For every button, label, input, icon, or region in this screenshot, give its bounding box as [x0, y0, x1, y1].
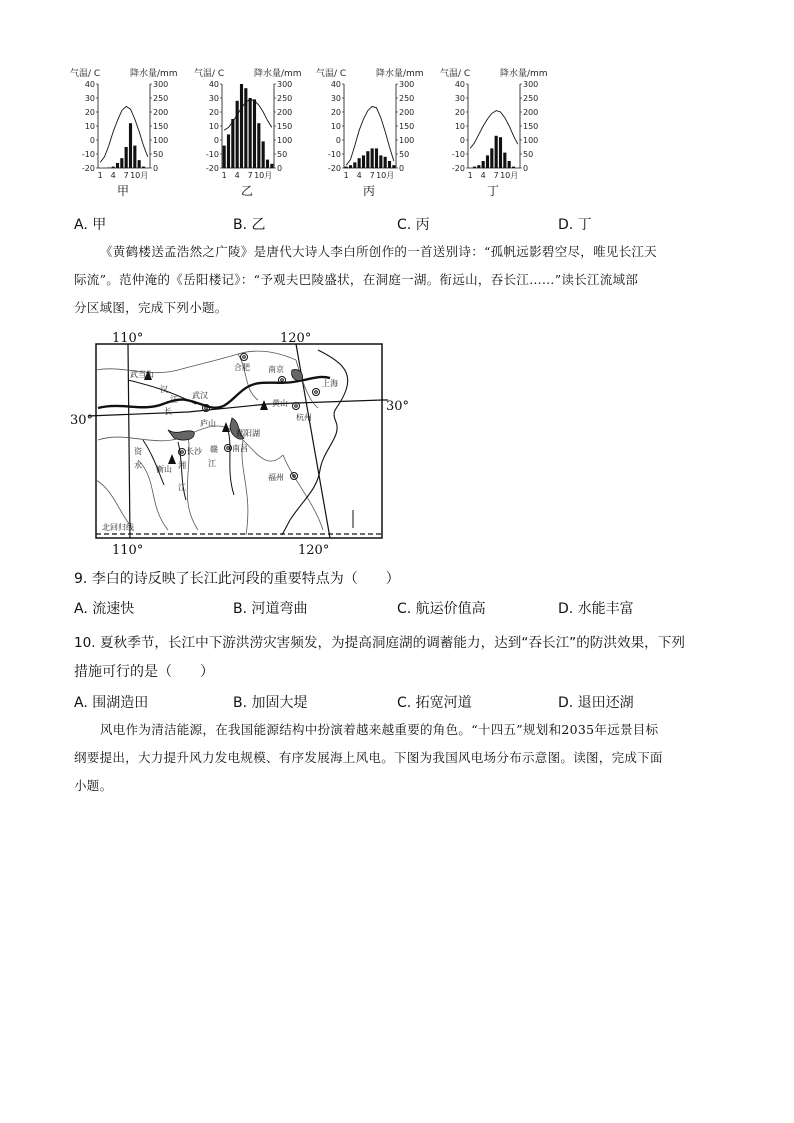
temp-tick-label: 10: [330, 122, 341, 131]
precip-bar: [495, 136, 498, 168]
precip-bar: [379, 155, 382, 168]
precip-bar: [508, 161, 511, 168]
temp-tick-label: 30: [454, 94, 465, 103]
month-tick-label: 4: [480, 171, 486, 180]
label-river-xiang: 湘: [178, 461, 186, 470]
precip-tick-label: 50: [523, 150, 534, 159]
q9-option-d[interactable]: D. 水能丰富: [558, 601, 634, 617]
month-tick-label: 7: [493, 171, 499, 180]
climate-chart-ding: [438, 62, 558, 182]
month-tick-label: 10月: [500, 171, 519, 180]
gan-river: [228, 430, 234, 495]
temp-tick-label: -10: [451, 150, 465, 159]
intro-paragraph-1: [74, 238, 724, 322]
precip-axis-label: 降水量/mm: [376, 69, 424, 79]
precip-bar: [512, 167, 515, 168]
precip-bar: [236, 101, 239, 168]
label-river-jiang-1: 江: [170, 395, 178, 404]
precip-tick-label: 200: [399, 108, 415, 117]
q9-option-b[interactable]: B. 河道弯曲: [233, 601, 308, 617]
month-tick-label: 4: [110, 171, 116, 180]
precip-bar: [499, 137, 502, 168]
precip-bar: [231, 119, 234, 168]
precip-bar: [125, 147, 128, 168]
label-lushan: 庐山: [200, 419, 216, 428]
temp-tick-label: 10: [208, 122, 219, 131]
parallel-30: [88, 400, 388, 416]
precip-bar: [384, 157, 387, 168]
precip-bar: [262, 141, 265, 168]
temp-tick-label: 40: [84, 80, 95, 89]
precip-tick-label: 250: [523, 94, 539, 103]
temp-tick-label: 30: [208, 94, 219, 103]
precip-tick-label: 150: [153, 122, 169, 131]
label-fuzhou: 福州: [268, 473, 284, 482]
label-lon-120-top: 120°: [280, 331, 312, 346]
q9-stem: 9. 李白的诗反映了长江此河段的重要特点为（ ）: [74, 571, 400, 587]
label-lon-120-bottom: 120°: [298, 543, 330, 558]
precip-tick-label: 100: [399, 136, 415, 145]
temp-tick-label: 40: [208, 80, 219, 89]
q8-option-c[interactable]: C. 丙: [397, 217, 430, 233]
precip-bar: [490, 148, 493, 168]
q8-option-d[interactable]: D. 丁: [558, 217, 592, 233]
label-hangzhou: 杭州: [296, 413, 312, 422]
precip-tick-label: 0: [153, 164, 159, 173]
q8-option-a[interactable]: A. 甲: [74, 217, 107, 233]
temp-tick-label: -20: [327, 164, 341, 173]
q10-option-a[interactable]: A. 围湖造田: [74, 695, 149, 711]
precip-tick-label: 300: [153, 80, 169, 89]
temp-axis-label: 气温/ C: [70, 69, 101, 79]
temperature-curve: [470, 111, 518, 149]
climate-chart-jia: [68, 62, 188, 182]
temperature-curve: [346, 106, 394, 165]
precip-tick-label: 250: [277, 94, 293, 103]
q10-stem-line-2: 措施可行的是（ ）: [74, 664, 214, 680]
precip-tick-label: 50: [277, 150, 288, 159]
precip-bar: [353, 162, 356, 168]
label-changsha: 长沙: [186, 447, 202, 456]
precip-bar: [107, 167, 110, 168]
precip-tick-label: 100: [277, 136, 293, 145]
precip-bar: [392, 165, 395, 168]
temp-tick-label: -10: [81, 150, 95, 159]
precip-tick-label: 200: [277, 108, 293, 117]
precip-bar: [362, 155, 365, 168]
intro2-line-1: 风电作为清洁能源，在我国能源结构中扮演着越来越重要的角色。“十四五”规划和2035年远景目标: [100, 722, 659, 737]
label-huangshan: 黄山: [272, 399, 288, 408]
precip-tick-label: 150: [399, 122, 415, 131]
precip-axis-label: 降水量/mm: [254, 69, 302, 79]
month-tick-label: 1: [97, 171, 103, 180]
precip-bar: [486, 155, 489, 168]
temp-axis-label: 气温/ C: [194, 69, 225, 79]
dongting-lake: [168, 430, 194, 440]
precip-bar: [138, 160, 141, 168]
temperature-curve: [100, 106, 148, 162]
temp-tick-label: 0: [89, 136, 95, 145]
precip-bar: [249, 98, 252, 168]
intro1-line-2: 际流”。范仲淹的《岳阳楼记》：“予观夫巴陵盛状，在洞庭一湖。衔远山，吞长江……”读长江流域部: [74, 272, 639, 287]
precip-tick-label: 50: [399, 150, 410, 159]
precip-bar: [116, 163, 119, 168]
intro-paragraph-2: [74, 716, 724, 800]
temp-tick-label: 20: [208, 108, 219, 117]
month-tick-label: 10月: [130, 171, 149, 180]
precip-bar: [257, 123, 260, 168]
label-hefei: 合肥: [234, 363, 250, 372]
precip-bar: [349, 165, 352, 168]
label-river-chang: 长: [164, 407, 172, 416]
month-tick-label: 1: [343, 171, 349, 180]
month-tick-label: 10月: [254, 171, 273, 180]
precip-bar: [371, 148, 374, 168]
precip-axis-label: 降水量/mm: [130, 69, 178, 79]
precip-tick-label: 300: [523, 80, 539, 89]
intro1-line-1: 《黄鹤楼送孟浩然之广陵》是唐代大诗人李白所创作的一首送别诗：“孤帆远影碧空尽，唯见长江天: [100, 244, 658, 259]
q10-option-b[interactable]: B. 加固大堤: [233, 695, 308, 711]
temp-tick-label: 10: [454, 122, 465, 131]
q10-option-c[interactable]: C. 拓宽河道: [397, 695, 472, 711]
label-wudangshan: 武当山: [130, 370, 154, 379]
precip-tick-label: 250: [153, 94, 169, 103]
precip-bar: [473, 167, 476, 168]
temp-axis-label: 气温/ C: [440, 69, 471, 79]
label-nanjing: 南京: [268, 365, 284, 374]
precip-tick-label: 0: [523, 164, 529, 173]
precip-bar: [253, 99, 256, 168]
temp-tick-label: -20: [205, 164, 219, 173]
month-tick-label: 4: [356, 171, 362, 180]
month-tick-label: 10月: [376, 171, 395, 180]
temp-tick-label: -20: [451, 164, 465, 173]
temp-tick-label: 0: [213, 136, 219, 145]
precip-bar: [482, 161, 485, 168]
label-river-jiang-3: 江: [208, 459, 216, 468]
label-river-shui: 水: [134, 461, 142, 470]
temp-tick-label: -10: [205, 150, 219, 159]
label-wuhan: 武汉: [192, 391, 208, 400]
precip-tick-label: 150: [277, 122, 293, 131]
temp-tick-label: 10: [84, 122, 95, 131]
precip-axis-label: 降水量/mm: [500, 69, 548, 79]
precip-bar: [223, 146, 226, 168]
precip-bar: [477, 165, 480, 168]
hengshan-mountain-icon: [168, 454, 176, 464]
q9-option-a[interactable]: A. 流速快: [74, 601, 135, 617]
label-lat-30-left: 30°: [70, 413, 94, 428]
temp-tick-label: 40: [330, 80, 341, 89]
month-tick-label: 1: [467, 171, 473, 180]
month-tick-label: 7: [123, 171, 129, 180]
precip-tick-label: 150: [523, 122, 539, 131]
precip-bar: [227, 134, 230, 168]
temp-tick-label: 30: [330, 94, 341, 103]
temp-tick-label: 0: [335, 136, 341, 145]
intro2-line-3: 小题。: [74, 778, 113, 793]
precip-bar: [129, 123, 132, 168]
precip-bar: [240, 84, 243, 168]
temp-tick-label: 20: [454, 108, 465, 117]
month-tick-label: 7: [247, 171, 253, 180]
precip-bar: [388, 161, 391, 168]
precip-bar: [503, 153, 506, 168]
precip-bar: [120, 158, 123, 168]
precip-bar: [345, 167, 348, 168]
label-lon-110-bottom: 110°: [112, 543, 144, 558]
climate-chart-yi: [192, 62, 312, 182]
label-tropic-of-cancer: 北回归线: [102, 523, 134, 532]
precip-tick-label: 200: [523, 108, 539, 117]
label-river-gan: 赣: [210, 445, 218, 454]
month-tick-label: 7: [369, 171, 375, 180]
temp-tick-label: 30: [84, 94, 95, 103]
temp-tick-label: 0: [459, 136, 465, 145]
temp-tick-label: 20: [84, 108, 95, 117]
precip-bar: [375, 148, 378, 168]
label-river-han: 汉: [160, 385, 168, 394]
temp-tick-label: -20: [81, 164, 95, 173]
precip-tick-label: 0: [399, 164, 405, 173]
label-hengshan: 衡山: [156, 465, 172, 474]
month-tick-label: 1: [221, 171, 227, 180]
precip-tick-label: 300: [277, 80, 293, 89]
precip-bar: [142, 167, 145, 168]
q10-option-d[interactable]: D. 退田还湖: [558, 695, 634, 711]
q8-option-b[interactable]: B. 乙: [233, 217, 266, 233]
precip-tick-label: 0: [277, 164, 283, 173]
label-shanghai: 上海: [322, 379, 338, 388]
precip-bar: [358, 158, 361, 168]
temp-tick-label: 40: [454, 80, 465, 89]
temp-tick-label: -10: [327, 150, 341, 159]
precip-bar: [133, 146, 136, 168]
q10-stem-line-1: 10. 夏秋季节，长江中下游洪涝灾害频发，为提高洞庭湖的调蓄能力，达到“吞长江”的防洪效果，下列: [74, 635, 685, 651]
chart-name-jia: 甲: [116, 184, 129, 198]
q9-option-c[interactable]: C. 航运价值高: [397, 601, 486, 617]
chart-name-yi: 乙: [240, 184, 253, 198]
month-tick-label: 4: [234, 171, 240, 180]
intro1-line-3: 分区域图，完成下列小题。: [74, 300, 228, 315]
zi-river: [143, 440, 164, 485]
precip-tick-label: 100: [523, 136, 539, 145]
precip-bar: [112, 167, 115, 168]
precip-tick-label: 50: [153, 150, 164, 159]
precip-tick-label: 200: [153, 108, 169, 117]
yangtze-basin-map: [68, 330, 428, 560]
label-lat-30-right: 30°: [386, 399, 410, 414]
intro2-line-2: 纲要提出，大力提升风力发电规模、有序发展海上风电。下图为我国风电场分布示意图。读图，完成下面: [74, 750, 663, 765]
label-river-jiang-2: 江: [178, 483, 186, 492]
precip-bar: [266, 160, 269, 168]
precip-tick-label: 100: [153, 136, 169, 145]
label-nanchang: 南昌: [232, 444, 248, 453]
precip-bar: [270, 164, 273, 168]
label-poyang-lake: 鄱阳湖: [236, 429, 260, 438]
chart-name-bing: 丙: [362, 184, 375, 198]
label-lon-110-top: 110°: [112, 331, 144, 346]
precip-tick-label: 250: [399, 94, 415, 103]
precip-tick-label: 300: [399, 80, 415, 89]
climate-chart-bing: [314, 62, 434, 182]
temp-tick-label: 20: [330, 108, 341, 117]
precip-bar: [366, 151, 369, 168]
temp-axis-label: 气温/ C: [316, 69, 347, 79]
label-river-zi: 资: [134, 447, 142, 456]
precip-bar: [244, 88, 247, 168]
chart-name-ding: 丁: [486, 184, 499, 198]
